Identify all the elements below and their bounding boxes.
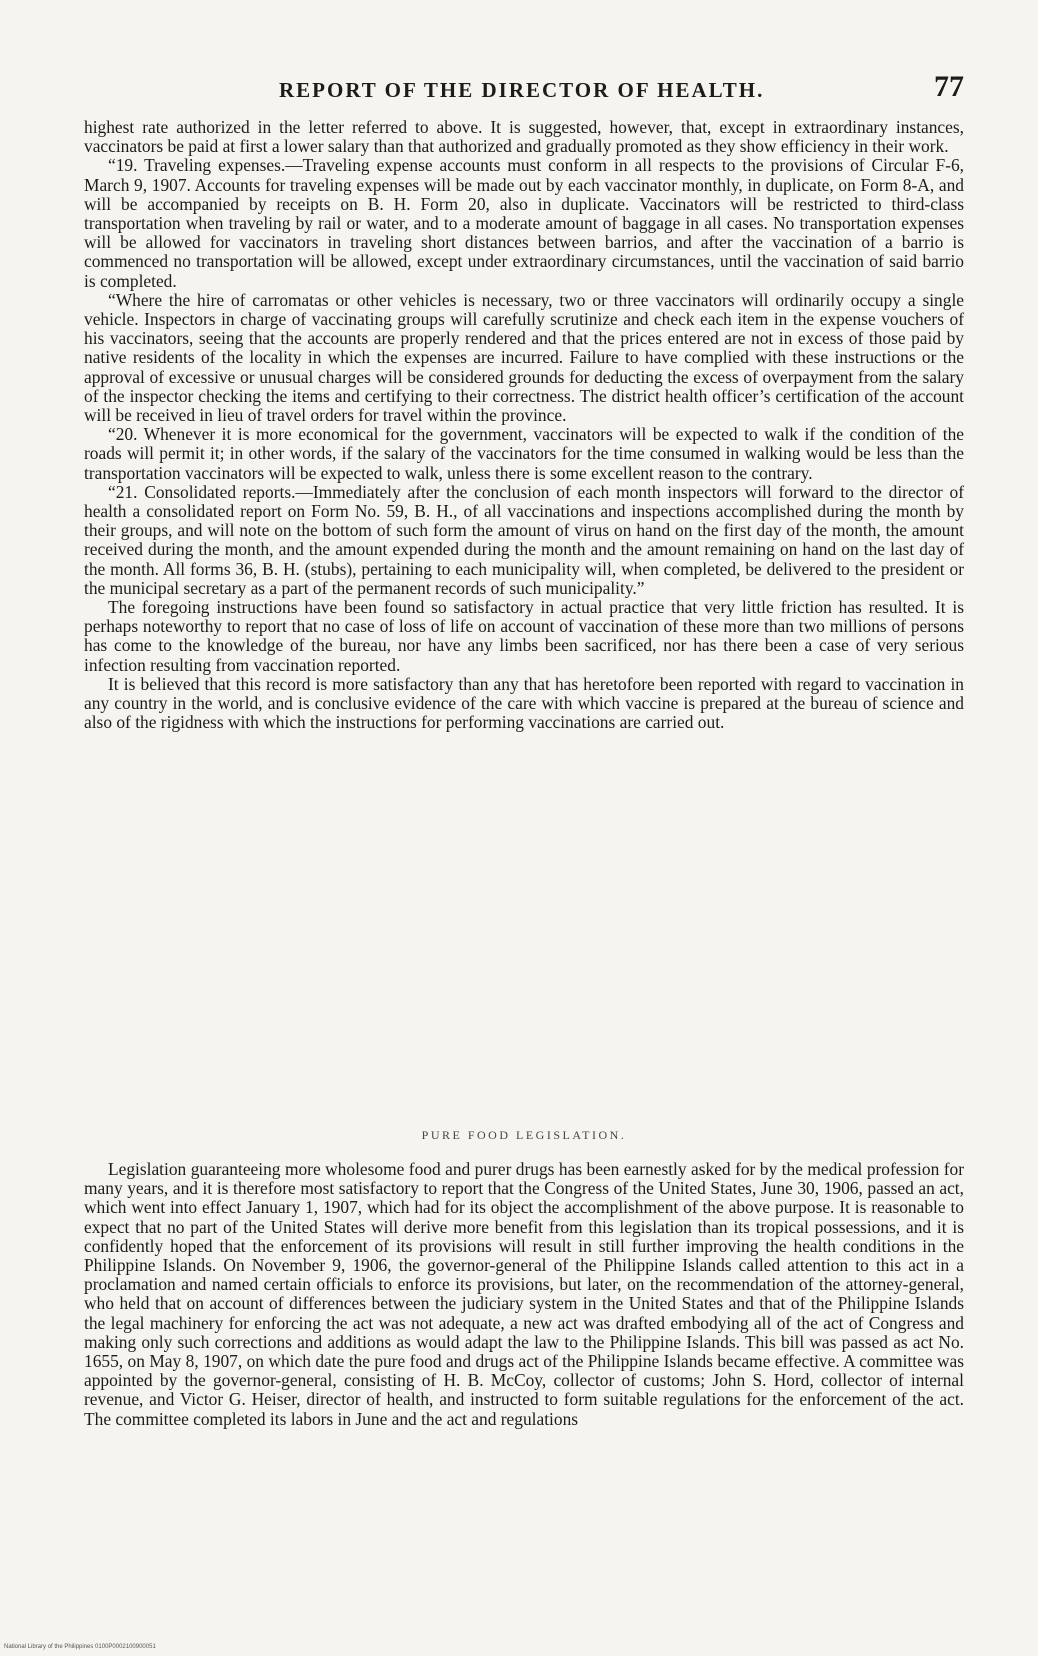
paragraph: “Where the hire of carromatas or other vehicles is necessary, two or three vaccinators will ordinarily occupy a single vehicle. Inspectors in charge of vaccinating groups will carefully scrutinize and check each item in the expense vouchers of his vaccinators, seeing that the accounts are properly rendered and that the prices entered are not in excess of those paid by native residents of the locality in which the expenses are incurred. Failure to have complied with these instructions or the approval of excessive or unusual charges will be considered grounds for deducting the excess of overpayment from the salary of the inspector checking the items and certifying to their correctness. The district health officer’s certification of the account will be received in lieu of travel orders for travel within the province. xyxy=(84,289,964,426)
main-text-block xyxy=(84,118,964,733)
running-title: REPORT OF THE DIRECTOR OF HEALTH. xyxy=(279,78,765,102)
library-footer-strip: National Library of the Philippines 0100P0002100900051 xyxy=(4,1644,156,1650)
paragraph: “19. Traveling expenses.—Traveling expense accounts must conform in all respects to the provisions of Circular F-6, March 9, 1907. Accounts for traveling expenses will be made out by each vaccinator monthly, in duplicate, on Form 8-A, and will be accompanied by receipts on B. H. Form 20, also in duplicate. Vaccinators will be restricted to third-class transportation when traveling by rail or water, and to a moderate amount of baggage in all cases. No transportation expenses will be allowed for vaccinators in traveling short distances between barrios, and after the vaccination of a barrio is commenced no transportation will be allowed, except under extraordinary circumstances, until the vaccination of said barrio is completed. xyxy=(84,155,964,291)
paragraph: highest rate authorized in the letter referred to above. It is suggested, however, that, except in extraordinary instances, vaccinators be paid at first a lower salary than that authorized and gradually promoted as they show efficiency in their work. xyxy=(84,117,964,157)
paragraph: “21. Consolidated reports.—Immediately after the conclusion of each month inspectors will forward to the director of health a consolidated report on Form No. 59, B. H., of all vaccinations and inspections accomplished during the month by their groups, and will note on the bottom of such form the amount of virus on hand on the first day of the month, the amount received during the month, and the amount expended during the month and the amount remaining on hand on the last day of the month. All forms 36, B. H. (stubs), pertaining to each municipality will, when completed, be delivered to the president or the municipal secretary as a part of the permanent records of such municipality.” xyxy=(84,481,964,598)
paragraph: The foregoing instructions have been found so satisfactory in actual practice that very little friction has resulted. It is perhaps noteworthy to report that no case of loss of life on account of vaccination of these more than two millions of persons has come to the knowledge of the bureau, nor have any limbs been sacrificed, nor has there been a case of very serious infection resulting from vaccination reported. xyxy=(84,597,964,675)
page-header xyxy=(84,70,964,110)
section-heading: PURE FOOD LEGISLATION. xyxy=(421,1128,627,1142)
section-text-block xyxy=(84,1160,964,1429)
paragraph: It is believed that this record is more satisfactory than any that has heretofore been reported with regard to vaccination in any country in the world, and is conclusive evidence of the care with which vaccine is prepared at the bureau of science and also of the rigidness with which the instructions for performing vaccinations are carried out. xyxy=(84,673,964,733)
page-number: 77 xyxy=(934,70,964,103)
paragraph: Legislation guaranteeing more wholesome food and purer drugs has been earnestly asked for by the medical profession for many years, and it is therefore most satisfactory to report that the Congress of the United States, June 30, 1906, passed an act, which went into effect January 1, 1907, which had for its object the accomplishment of the above purpose. It is reasonable to expect that no part of the United States will derive more benefit from this legislation than its tropical possessions, and it is confidently hoped that the enforcement of its provisions will result in still further improving the health conditions in the Philippine Islands. On November 9, 1906, the governor-general of the Philippine Islands called attention to this act in a proclamation and named certain officials to enforce its provisions, but later, on the recommendation of the attorney-general, who held that on account of differences between the judiciary system in the United States and that of the Philippine Islands the legal machinery for enforcing the act was not adequate, a new act was drafted embodying all of the act of Congress and making only such corrections and additions as would adapt the law to the Philippine Islands. This bill was passed as act No. 1655, on May 8, 1907, on which date the pure food and drugs act of the Philippine Islands became effective. A committee was appointed by the governor-general, consisting of H. B. McCoy, collector of customs; John S. Hord, collector of internal revenue, and Victor G. Heiser, director of health, and instructed to form suitable regulations for the enforcement of the act. The committee completed its labors in June and the act and regulations xyxy=(84,1159,964,1429)
paragraph: “20. Whenever it is more economical for the government, vaccinators will be expected to walk if the condition of the roads will permit it; in other words, if the salary of the vaccinators for the time consumed in walking would be less than the transportation vaccinators will be expected to walk, unless there is some excellent reason to the contrary. xyxy=(84,424,964,483)
